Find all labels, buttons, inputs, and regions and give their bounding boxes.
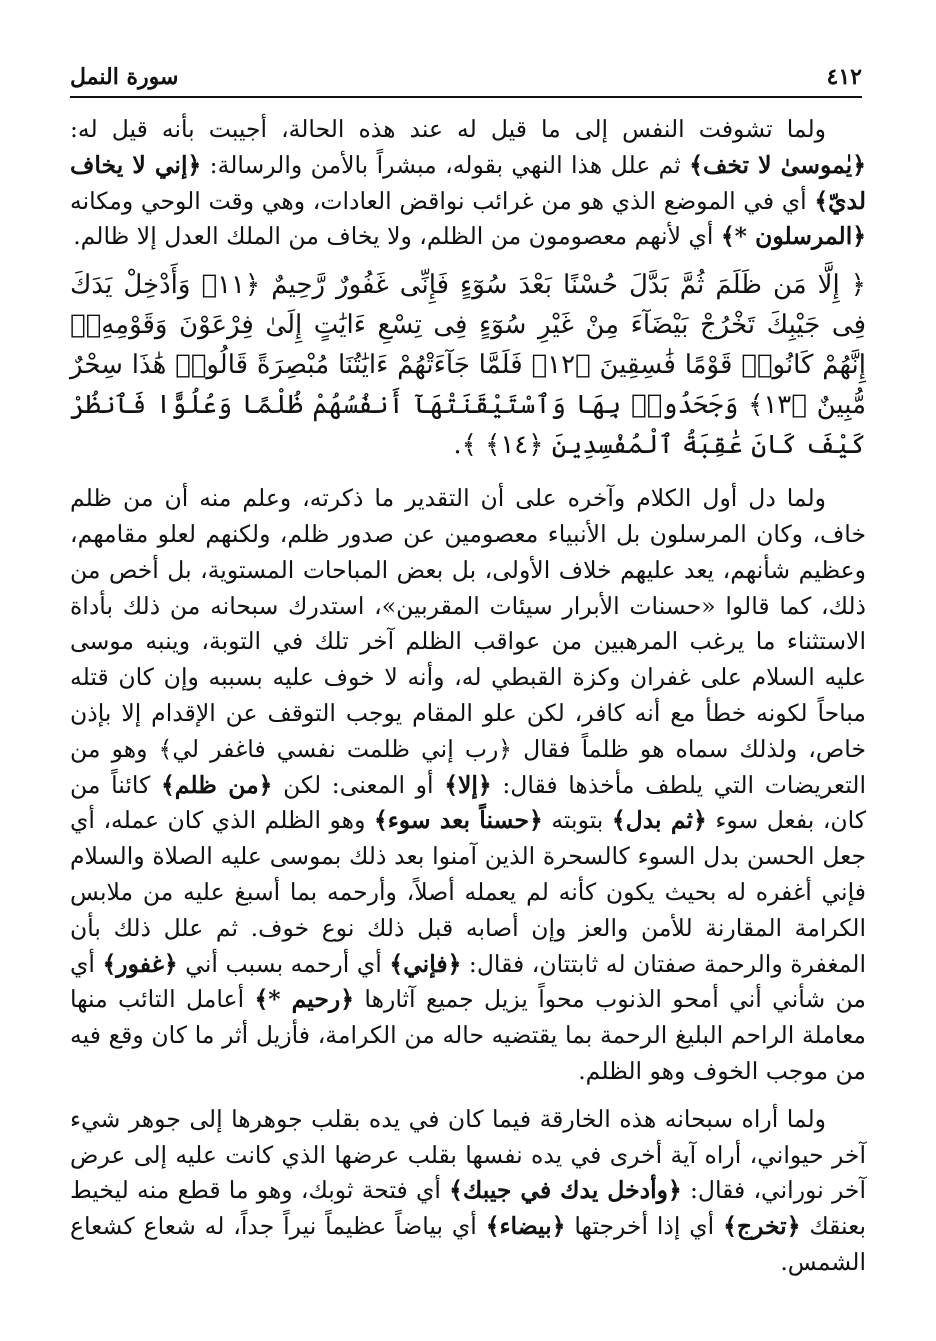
page-number: ٤١٢ (826, 64, 862, 90)
quran-quote: ﴿إني لا يخاف لديّ﴾ (70, 150, 866, 215)
quran-quote: ﴿بيضاء﴾ (485, 1212, 566, 1241)
text-run: ولما دل أول الكلام وآخره على أن التقدير ما ذكرته، وعلم منه أن من ظلم خاف، وكان المرسلون بل الأنبياء معصومين عن صدور ظلم، ولكنهم لعلو مقامهم، وعظيم شأنهم، يعد عليهم خلاف الأولى، بل بعض المباحات المستوية، بل أخص من ذلك، كما قالوا «حسنات الأبرار سيئات المقربين»، استدرك سبحانه من ذلك بأداة الاستثناء ما يرغب المرهبين من عواقب الظلم آخر تلك في التوبة، وينبه موسى عليه السلام على غفران وكزة القبطي له، وأنه لا خوف عليه بسببه وإن كان قتله مباحاً لكونه خطأ مع أنه كافر، لكن علو المقام يوجب التوقف عن الإقدام إلا بإذن خاص، ولذلك سماه هو ظلماً فقال (70, 484, 866, 763)
quran-quote: ﴿ثم بدل﴾ (611, 806, 707, 835)
text-run: أي أرحمه بسبب أني (177, 949, 390, 978)
text-run: ثم علل هذا النهي بقوله، مبشراً بالأمن والرسالة: (201, 150, 690, 179)
quote: ﴿رب إني ظلمت نفسي فاغفر لي﴾ (158, 734, 513, 763)
text-run: أعامل التائب منها معاملة الراحم البليغ الرحمة بما يقتضيه حاله من الكرامة، فأزيل أثر ما كان وقع فيه من موجب الخوف وهو الظلم. (70, 985, 866, 1085)
quran-verse-block: ﴿ إِلَّا مَن ظَلَمَ ثُمَّ بَدَّلَ حُسْنًا بَعْدَ سُوٓءٍ فَإِنِّى غَفُورٌ رَّحِيمٌ ﴿١١﴾ وَأَدْخِلْ يَدَكَ فِى جَيْبِكَ تَخْرُجْ بَيْضَآءَ مِنْ غَيْرِ سُوٓءٍ فِى تِسْعِ ءَايَٰتٍ إِلَىٰ فِرْعَوْنَ وَقَوْمِهِۦٓ إِنَّهُمْ كَانُوا۟ قَوْمًا فَٰسِقِينَ ﴿١٢﴾ فَلَمَّا جَآءَتْهُمْ ءَايَٰتُنَا مُبْصِرَةً قَالُوا۟ هَٰذَا سِحْرٌ مُّبِينٌ ﴿١٣﴾ وَجَحَدُوا۟ بِهَا وَٱسْتَيْقَنَتْهَآ أَنفُسُهُمْ ظُلْمًا وَعُلُوًّا فَٱنظُرْ كَيْفَ كَانَ عَٰقِبَةُ ٱلْمُفْسِدِينَ ﴿١٤﴾ ﴾. (70, 270, 867, 461)
quran-quote: ﴿حسناً بعد سوء﴾ (373, 806, 543, 835)
quran-quote: ﴿غفور﴾ (102, 949, 178, 978)
quran-quote: ﴿وأدخل يدك في جيبك﴾ (449, 1176, 682, 1205)
page-body (70, 112, 866, 1281)
text-run: أو المعنى: لكن (272, 770, 445, 799)
text-run: أي إذا أخرجتها (565, 1212, 724, 1241)
paragraph-gap (70, 1090, 866, 1102)
text-run: ولما تشوفت النفس إلى ما قيل له عند هذه الحالة، أجيبت بأنه قيل له: (70, 115, 826, 143)
quran-quote: ﴿فإني﴾ (389, 949, 462, 978)
paragraph-2 (70, 481, 866, 1090)
paragraph-1 (70, 112, 866, 255)
quran-quote: ﴿إلا﴾ (444, 770, 492, 799)
surah-title: سورة النمل (70, 64, 179, 90)
quran-quote: ﴿المرسلون *﴾ (720, 222, 866, 251)
text-run: أي بياضاً عظيماً نيراً جداً، له شعاع كشعاع الشمس. (70, 1212, 866, 1276)
text-run: أي فتحة ثوبك، وهو ما قطع منه ليخيط بعنقك (70, 1176, 867, 1241)
paragraph-3 (70, 1102, 866, 1281)
quran-quote: ﴿تخرج﴾ (723, 1212, 801, 1241)
text-run: أي لأنهم معصومون من الظلم، ولا يخاف من الملك العدل إلا ظالم. (73, 222, 721, 251)
text-run: أي من شأني أني أمحو الذنوب محواً يزيل جميع آثارها (70, 949, 867, 1014)
quran-quote: ﴿يٰموسىٰ لا تخف﴾ (689, 150, 866, 179)
text-run: وهو الظلم الذي كان عمله، أي جعل الحسن بدل السوء كالسحرة الذين آمنوا بعد ذلك بموسى عليه الصلاة والسلام فإني أغفره له بحيث يكون كأنه لم يعمله أصلاً، وأرحمه بما أسبغ عليه من ملابس الكرامة المقارنة للأمن والعز وإن أصابه قبل ذلك نوع خوف. ثم علل ذلك بأن المغفرة والرحمة صفتان له ثابتتان، فقال: (70, 806, 866, 978)
text-run: ولما أراه سبحانه هذه الخارقة فيما كان في يده بقلب جوهرها إلى جوهر شيء آخر حيواني، أراه آية أخرى في يده نفسها بقلب عرضها الذي كانت عليه إلى عرض آخر نوراني، فقال: (70, 1104, 866, 1205)
quran-quote: ﴿رحيم *﴾ (254, 985, 355, 1014)
quran-quote: ﴿من ظلم﴾ (160, 770, 273, 799)
text-run: بتوبته (542, 806, 612, 835)
text-run: وهو من التعريضات التي يلطف مأخذها فقال: (70, 734, 866, 799)
text-run: كائناً من كان، بفعل سوء (70, 770, 867, 835)
text-run: أي في الموضع الذي هو من غرائب نواقض العادات، وهي وقت الوحي ومكانه (70, 186, 815, 215)
page-header (70, 56, 862, 98)
